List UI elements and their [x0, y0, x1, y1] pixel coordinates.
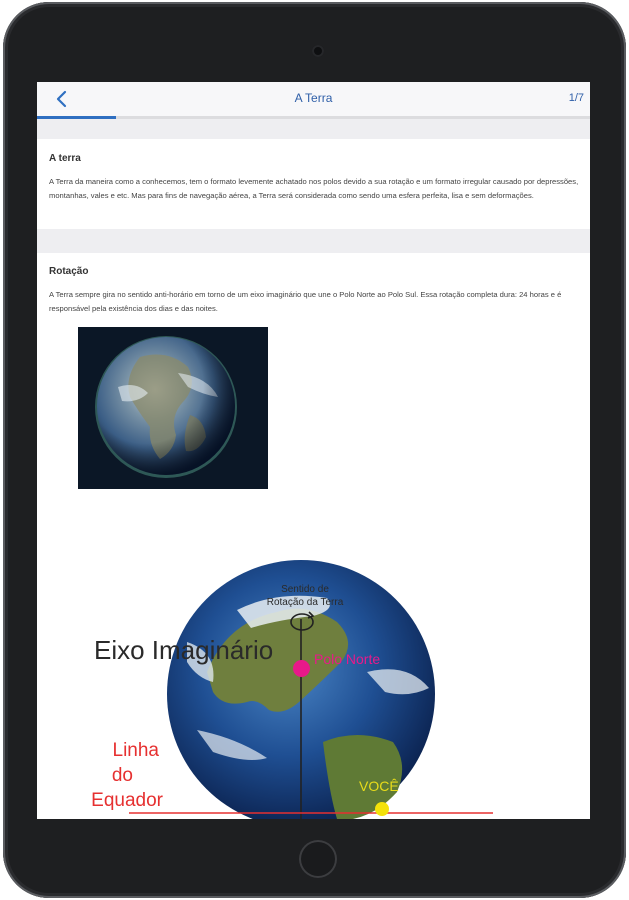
north-pole-label: Polo Norte [314, 651, 381, 667]
section-body-rotacao: A Terra sempre gira no sentido anti-horário em torno de um eixo imaginário que une o Polo Norte ao Polo Sul. Essa rotação completa dura: 24 horas e é responsável pela existência dos dias e das noites. [49, 290, 562, 313]
section-divider [37, 119, 590, 139]
home-button[interactable] [299, 840, 337, 878]
north-pole-marker [293, 660, 310, 677]
equator-label-line1: Linha [112, 740, 159, 761]
page-indicator: 1/7 [568, 92, 584, 104]
page-title: A Terra [294, 91, 333, 105]
section-body-a-terra: A Terra da maneira como a conhecemos, tem o formato levemente achatado nos polos devido a sua rotação e um formato irregular causado por depressões, montanhas, vales e etc. Mas para fins de navegação aérea, a Terra será considerada como sendo uma esfera perfeita, lisa e sem deformações. [49, 177, 579, 200]
rotation-label [255, 583, 355, 609]
you-label: VOCÊ [359, 778, 399, 794]
earth-image [78, 327, 268, 489]
section-divider [37, 229, 590, 253]
camera-icon [312, 45, 324, 57]
earth-axis-diagram [37, 502, 590, 819]
app-screen [37, 82, 590, 819]
nav-bar [37, 82, 590, 117]
equator-label-line2: do [111, 765, 133, 786]
rotate-arrow-icon [287, 610, 317, 634]
equator-label [57, 738, 163, 813]
section-title-rotacao: Rotação [49, 266, 89, 277]
you-marker [375, 802, 389, 816]
rotation-label-line1: Sentido de [281, 584, 329, 595]
rotation-label-line2: Rotação da Terra [266, 597, 344, 608]
section-title-a-terra: A terra [49, 153, 81, 164]
equator-label-line3: Equador [91, 790, 163, 811]
axis-label: Eixo Imaginário [94, 635, 274, 665]
